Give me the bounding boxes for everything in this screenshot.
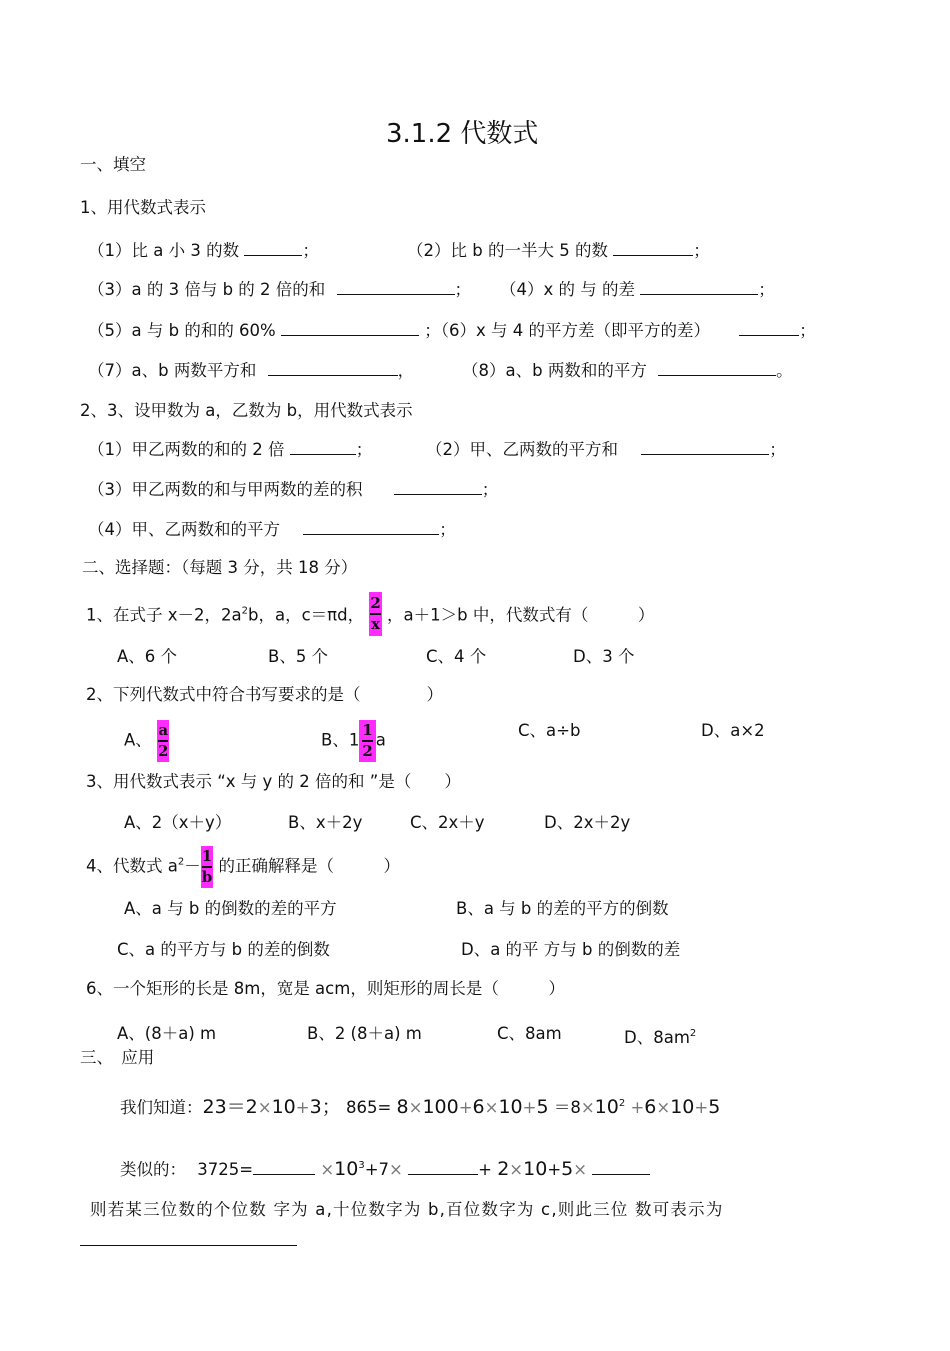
q23-3-text: （3）甲乙两数的和与甲两数的差的积 [88,480,363,499]
answer-blank[interactable] [408,1157,478,1175]
eq-sup: 3 [358,1160,365,1171]
q1-1-end: ； [302,241,319,260]
answer-blank[interactable] [613,238,693,256]
c4-text-post: 的正确解释是（ ） [218,856,400,876]
answer-blank[interactable] [303,517,439,535]
c1-option-d[interactable]: D、3 个 [573,647,635,666]
choice-3-stem: 3、用代数式表示 “x 与 y 的 2 倍的和 ”是（ ） [86,772,461,791]
c6-option-d[interactable] [624,1023,696,1049]
c6-d-text: D、8am [624,1028,690,1047]
c2-option-b[interactable] [321,720,386,762]
choice-2-stem: 2、下列代数式中符合书写要求的是（ ） [86,685,443,704]
eq-part: 3725= [197,1160,254,1179]
q1-6-end: ； [799,321,816,340]
plus-sign: + [630,1098,645,1117]
q1-5-text: （5）a 与 b 的和的 60% [88,321,276,340]
q1-title: 1、用代数式表示 [80,198,206,217]
c2-b-post: a [375,730,386,750]
similar-label: 类似的： [120,1160,186,1179]
eq-part: ＝8 [553,1098,581,1117]
c1-text-post: ，a＋1＞b 中，代数式有（ ） [387,605,655,625]
eq-part: 5 [536,1096,549,1118]
fraction-1-over-b [201,846,214,888]
q23-4-end: ； [439,520,456,539]
final-question: 则若某三位数的个位数 字为 a,十位数字为 b,百位数字为 c,则此三位 数可表示为 [90,1200,724,1219]
frac-denominator: b [201,867,213,886]
q23-title: 2、3、设甲数为 a，乙数为 b，用代数式表示 [80,401,413,420]
c4-sup: 2 [177,856,185,868]
answer-blank[interactable] [640,277,758,295]
c4-text-pre: 4、代数式 a [86,856,178,876]
eq-part: 10 [594,1096,619,1118]
frac-numerator: 2 [370,594,381,613]
know-label: 我们知道： [120,1098,203,1117]
q23-2-end: ； [769,440,786,459]
q23-2-text: （2）甲、乙两数的平方和 [426,440,618,459]
section-heading-choice: 二、选择题：（每题 3 分，共 18 分） [82,558,358,577]
answer-blank[interactable] [739,318,799,336]
times-sign: × [389,1160,403,1179]
q1-item-3 [88,277,471,301]
c2-option-d[interactable]: D、a×2 [701,721,765,740]
answer-blank[interactable] [80,1228,297,1246]
eq-part: 10 [271,1096,296,1118]
times-sign: × [408,1098,423,1117]
plus-sign: + [458,1098,473,1117]
answer-blank[interactable] [337,277,455,295]
times-sign: × [257,1098,272,1117]
eq-part: 10 [498,1096,523,1118]
answer-blank[interactable] [244,238,302,256]
c3-option-d[interactable]: D、2x＋2y [544,813,631,832]
q1-6-text: ；（6）x 与 4 的平方差（即平方的差） [424,321,710,340]
times-sign: × [656,1098,671,1117]
answer-blank[interactable] [394,477,482,495]
q1-4-text: （4）x 的 与 的差 [500,280,635,299]
eq-part: 6 [472,1096,485,1118]
q1-item-2 [407,238,710,262]
times-sign: × [573,1160,588,1179]
q23-item-4 [88,517,456,541]
times-sign: × [580,1098,595,1117]
times-sign: × [509,1160,524,1179]
c2-b-label: B、1 [321,730,360,750]
similar-line [120,1155,650,1181]
c1-text-pre: 1、在式子 x－2，2a [86,605,242,625]
eq-part: 23＝2 [202,1096,258,1118]
q23-item-2 [426,437,786,461]
eq-part: +7 [364,1160,390,1179]
c4-option-d[interactable]: D、a 的平 方与 b 的倒数的差 [461,940,681,959]
answer-blank[interactable] [290,437,356,455]
q23-1-text: （1）甲乙两数的和的 2 倍 [88,440,285,459]
frac-numerator: 1 [362,721,373,740]
choice-1-stem [86,594,654,638]
fraction-2-over-x [369,592,381,636]
eq-part: 5 [708,1096,721,1118]
eq-part: 100 [422,1096,459,1118]
eq-part: 6 [644,1096,657,1118]
c4-option-a[interactable]: A、a 与 b 的倒数的差的平方 [124,899,337,918]
c6-option-b[interactable]: B、2 (8＋a) m [307,1024,422,1043]
c2-a-label: A、 [124,730,152,750]
c1-option-b[interactable]: B、5 个 [268,647,329,666]
frac-denominator: 2 [158,741,169,760]
c6-d-sup: 2 [689,1028,697,1039]
eq-part: 10 [523,1158,548,1180]
times-sign: × [320,1160,335,1179]
eq-part: 10 [334,1158,359,1180]
q1-8-text: （8）a、b 两数和的平方 [462,361,647,380]
eq-part: 3； [309,1096,341,1118]
eq-part: 8 [396,1096,409,1118]
frac-numerator: a [158,721,169,740]
q1-item-5-6 [88,318,816,342]
choice-6-stem: 6、一个矩形的长是 8m，宽是 acm，则矩形的周长是（ ） [86,979,565,998]
c4-option-b[interactable]: B、a 与 b 的差的平方的倒数 [456,899,669,918]
c1-option-a[interactable]: A、6 个 [117,647,178,666]
eq-part: 865= [345,1098,392,1117]
answer-blank[interactable] [268,358,398,376]
q1-7-end: ， [397,361,415,380]
c1-sup: 2 [241,605,248,617]
answer-blank[interactable] [641,437,769,455]
c2-option-a[interactable] [124,720,169,762]
q1-item-8 [462,358,793,382]
eq-part: 10 [670,1096,695,1118]
q1-item-7 [88,358,414,382]
q23-4-text: （4）甲、乙两数和的平方 [88,520,280,539]
q1-item-4 [500,277,775,301]
times-sign: × [484,1098,499,1117]
c3-option-a[interactable]: A、2（x＋y） [124,813,232,832]
plus-sign: + [295,1098,310,1117]
answer-blank[interactable] [658,358,776,376]
q23-item-3 [88,477,498,501]
q1-3-text: （3）a 的 3 倍与 b 的 2 倍的和 [88,280,326,299]
c3-option-b[interactable]: B、x＋2y [288,813,363,832]
q1-8-end: 。 [776,361,793,380]
plus-sign: + [522,1098,537,1117]
q1-item-1 [88,238,319,262]
fraction-a-over-2 [157,720,169,762]
frac-denominator: x [371,614,381,633]
frac-denominator: 2 [362,741,373,760]
c6-option-a[interactable]: A、(8＋a) m [117,1024,217,1043]
section-heading-fill: 一、填空 [80,155,146,174]
final-answer-line [80,1228,297,1252]
know-line [120,1093,720,1119]
q23-item-1 [88,437,372,461]
q1-1-text: （1）比 a 小 3 的数 [88,241,240,260]
choice-4-stem [86,846,400,888]
c1-text-mid: b，a，c＝πd， [248,605,365,625]
section-heading-application: 三、 应用 [80,1048,155,1067]
answer-blank[interactable] [281,318,419,336]
q23-1-end: ； [355,440,373,459]
page-title: 3.1.2 代数式 [386,119,539,149]
c1-option-c[interactable]: C、4 个 [426,647,487,666]
c2-option-c[interactable]: C、a÷b [518,721,581,740]
eq-part: 5 [561,1158,574,1180]
q1-3-end: ； [454,280,472,299]
q1-2-text: （2）比 b 的一半大 5 的数 [407,241,608,260]
eq-part: + [547,1160,562,1179]
eq-sup: 2 [618,1098,626,1109]
c6-option-c[interactable]: C、8am [497,1024,562,1043]
c3-option-c[interactable]: C、2x＋y [410,813,485,832]
c4-option-c[interactable]: C、a 的平方与 b 的差的倒数 [117,940,330,959]
q1-7-text: （7）a、b 两数平方和 [88,361,257,380]
c4-minus: － [184,856,201,876]
fraction-1-over-2 [359,720,375,762]
q1-4-end: ； [758,280,775,299]
q23-3-end: ； [481,480,499,499]
plus-sign: + [694,1098,709,1117]
eq-part: + [478,1160,492,1179]
frac-numerator: 1 [201,847,213,866]
q1-2-end: ； [693,241,710,260]
eq-part: 2 [497,1158,510,1180]
answer-blank[interactable] [253,1157,315,1175]
answer-blank[interactable] [592,1157,650,1175]
